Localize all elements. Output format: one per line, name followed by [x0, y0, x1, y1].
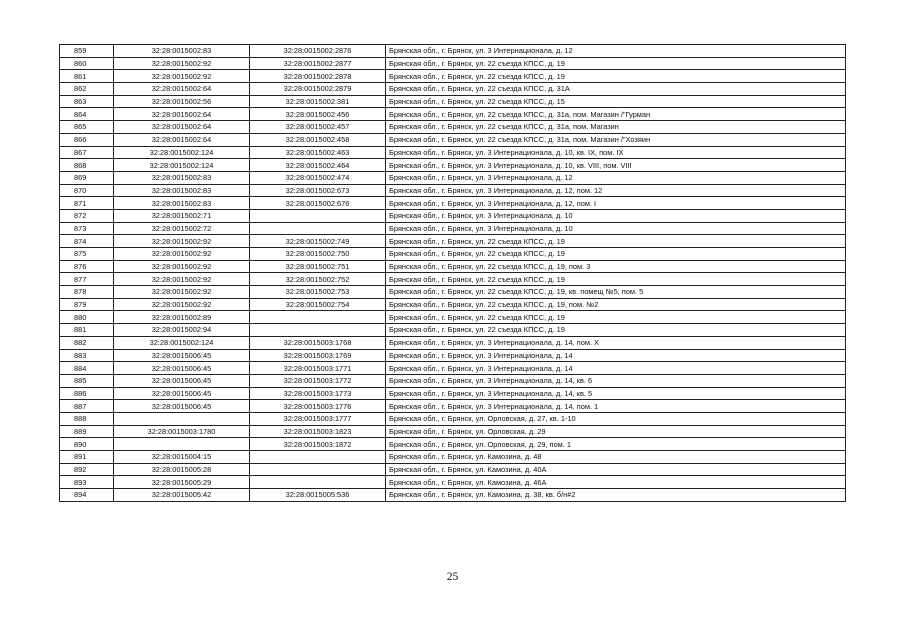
cadastral-parent-cell: 32:28:0015002:124 [114, 146, 250, 159]
cadastral-parent-cell: 32:28:0015006:45 [114, 387, 250, 400]
row-number-cell: 881 [60, 324, 114, 337]
row-number-cell: 863 [60, 95, 114, 108]
cadastral-number-cell: 32:28:0015003:1772 [250, 374, 386, 387]
cadastral-parent-cell: 32:28:0015002:94 [114, 324, 250, 337]
table-row [60, 260, 846, 273]
address-cell: Брянская обл., г. Брянск, ул. 3 Интернационала, д. 14 [386, 349, 846, 362]
cadastral-number-cell: 32:28:0015002:381 [250, 95, 386, 108]
row-number-cell: 888 [60, 412, 114, 425]
cadastral-parent-cell: 32:28:0015002:64 [114, 121, 250, 134]
cadastral-parent-cell: 32:28:0015002:92 [114, 286, 250, 299]
cadastral-number-cell [250, 209, 386, 222]
address-cell: Брянская обл., г. Брянск, ул. 22 съезда КПСС, д. 19 [386, 70, 846, 83]
table-row [60, 387, 846, 400]
table-row [60, 159, 846, 172]
row-number-cell: 876 [60, 260, 114, 273]
cadastral-number-cell: 32:28:0015002:753 [250, 286, 386, 299]
cadastral-number-cell: 32:28:0015002:457 [250, 121, 386, 134]
address-cell: Брянская обл., г. Брянск, ул. 3 Интернационала, д. 10, кв. VIII, пом. VIII [386, 159, 846, 172]
address-cell: Брянская обл., г. Брянск, ул. 3 Интернационала, д. 12 [386, 171, 846, 184]
address-cell: Брянская обл., г. Брянск, ул. 22 съезда КПСС, д. 31а, пом. Магазин /"Гурман [386, 108, 846, 121]
row-number-cell: 882 [60, 336, 114, 349]
table-row [60, 248, 846, 261]
table-row [60, 362, 846, 375]
table-row [60, 336, 846, 349]
cadastral-number-cell: 32:28:0015003:1872 [250, 438, 386, 451]
cadastral-number-cell: 32:28:0015002:2877 [250, 57, 386, 70]
address-cell: Брянская обл., г. Брянск, ул. 22 съезда КПСС, д. 31а, пом. Магазин [386, 121, 846, 134]
cadastral-parent-cell: 32:28:0015004:15 [114, 451, 250, 464]
cadastral-parent-cell: 32:28:0015002:92 [114, 235, 250, 248]
row-number-cell: 868 [60, 159, 114, 172]
cadastral-number-cell: 32:28:0015003:1777 [250, 412, 386, 425]
page-number: 25 [446, 571, 459, 583]
address-cell: Брянская обл., г. Брянск, ул. 22 съезда КПСС, д. 19 [386, 324, 846, 337]
cadastral-parent-cell [114, 412, 250, 425]
address-cell: Брянская обл., г. Брянск, ул. 22 съезда КПСС, д. 19, пом. №2 [386, 298, 846, 311]
cadastral-parent-cell: 32:28:0015006:45 [114, 374, 250, 387]
cadastral-parent-cell: 32:28:0015002:83 [114, 45, 250, 58]
address-cell: Брянская обл., г. Брянск, ул. 3 Интернационала, д. 10 [386, 222, 846, 235]
cadastral-number-cell [250, 451, 386, 464]
address-cell: Брянская обл., г. Брянск, ул. 22 съезда КПСС, д. 15 [386, 95, 846, 108]
table-row [60, 324, 846, 337]
table-row [60, 311, 846, 324]
row-number-cell: 886 [60, 387, 114, 400]
cadastral-parent-cell: 32:28:0015006:45 [114, 400, 250, 413]
row-number-cell: 859 [60, 45, 114, 58]
cadastral-number-cell: 32:28:0015002:456 [250, 108, 386, 121]
row-number-cell: 862 [60, 83, 114, 96]
table-row [60, 146, 846, 159]
cadastral-parent-cell: 32:28:0015002:83 [114, 197, 250, 210]
cadastral-parent-cell: 32:28:0015002:83 [114, 184, 250, 197]
cadastral-number-cell: 32:28:0015003:1773 [250, 387, 386, 400]
cadastral-number-cell: 32:28:0015002:2879 [250, 83, 386, 96]
address-cell: Брянская обл., г. Брянск, ул. 3 Интернационала, д. 14 [386, 362, 846, 375]
row-number-cell: 890 [60, 438, 114, 451]
address-cell: Брянская обл., г. Брянск, ул. Камозина, д. 38, кв. б/н#2 [386, 489, 846, 502]
cadastral-parent-cell [114, 438, 250, 451]
address-cell: Брянская обл., г. Брянск, ул. 3 Интернационала, д. 12, пом. I [386, 197, 846, 210]
address-cell: Брянская обл., г. Брянск, ул. 3 Интернационала, д. 10 [386, 209, 846, 222]
cadastral-parent-cell: 32:28:0015006:45 [114, 349, 250, 362]
row-number-cell: 885 [60, 374, 114, 387]
cadastral-parent-cell: 32:28:0015002:92 [114, 70, 250, 83]
cadastral-parent-cell: 32:28:0015002:64 [114, 133, 250, 146]
address-cell: Брянская обл., г. Брянск, ул. Камозина, д. 46А [386, 476, 846, 489]
cadastral-number-cell [250, 476, 386, 489]
cadastral-parent-cell: 32:28:0015002:64 [114, 83, 250, 96]
row-number-cell: 884 [60, 362, 114, 375]
address-cell: Брянская обл., г. Брянск, ул. 22 съезда КПСС, д. 19, пом. 3 [386, 260, 846, 273]
row-number-cell: 873 [60, 222, 114, 235]
address-cell: Брянская обл., г. Брянск, ул. 3 Интернационала, д. 12, пом. 12 [386, 184, 846, 197]
address-cell: Брянская обл., г. Брянск, ул. 22 съезда КПСС, д. 19 [386, 248, 846, 261]
table-row [60, 184, 846, 197]
cadastral-number-cell: 32:28:0015003:1769 [250, 349, 386, 362]
cadastral-number-cell: 32:28:0015002:474 [250, 171, 386, 184]
cadastral-number-cell: 32:28:0015003:1823 [250, 425, 386, 438]
row-number-cell: 892 [60, 463, 114, 476]
row-number-cell: 889 [60, 425, 114, 438]
row-number-cell: 878 [60, 286, 114, 299]
cadastral-parent-cell: 32:28:0015005:29 [114, 476, 250, 489]
cadastral-table [59, 44, 846, 502]
cadastral-number-cell: 32:28:0015002:463 [250, 146, 386, 159]
address-cell: Брянская обл., г. Брянск, ул. 22 съезда КПСС, д. 19 [386, 235, 846, 248]
cadastral-parent-cell: 32:28:0015005:42 [114, 489, 250, 502]
address-cell: Брянская обл., г. Брянск, ул. 22 съезда КПСС, д. 31а, пом. Магазин /"Хозяин [386, 133, 846, 146]
row-number-cell: 860 [60, 57, 114, 70]
cadastral-number-cell [250, 324, 386, 337]
table-body [60, 45, 846, 502]
table-row [60, 425, 846, 438]
table-row [60, 286, 846, 299]
address-cell: Брянская обл., г. Брянск, ул. 22 съезда КПСС, д. 19, кв. помещ №5, пом. 5 [386, 286, 846, 299]
table-row [60, 489, 846, 502]
cadastral-parent-cell: 32:28:0015005:28 [114, 463, 250, 476]
table-row [60, 222, 846, 235]
row-number-cell: 864 [60, 108, 114, 121]
table-row [60, 70, 846, 83]
table-row [60, 463, 846, 476]
row-number-cell: 865 [60, 121, 114, 134]
table-row [60, 476, 846, 489]
table-row [60, 298, 846, 311]
row-number-cell: 883 [60, 349, 114, 362]
cadastral-number-cell: 32:28:0015003:1771 [250, 362, 386, 375]
cadastral-number-cell: 32:28:0015002:749 [250, 235, 386, 248]
table-row [60, 57, 846, 70]
row-number-cell: 877 [60, 273, 114, 286]
cadastral-number-cell: 32:28:0015002:464 [250, 159, 386, 172]
row-number-cell: 869 [60, 171, 114, 184]
cadastral-parent-cell: 32:28:0015002:92 [114, 260, 250, 273]
row-number-cell: 872 [60, 209, 114, 222]
table-row [60, 133, 846, 146]
cadastral-number-cell: 32:28:0015002:676 [250, 197, 386, 210]
cadastral-parent-cell: 32:28:0015002:64 [114, 108, 250, 121]
table-row [60, 273, 846, 286]
cadastral-number-cell [250, 463, 386, 476]
address-cell: Брянская обл., г. Брянск, ул. Орловская, д. 27, кв. 1-10 [386, 412, 846, 425]
table-row [60, 374, 846, 387]
address-cell: Брянская обл., г. Брянск, ул. 3 Интернационала, д. 10, кв. IX, пом. IX [386, 146, 846, 159]
address-cell: Брянская обл., г. Брянск, ул. 3 Интернационала, д. 14, кв. 6 [386, 374, 846, 387]
table-row [60, 349, 846, 362]
address-cell: Брянская обл., г. Брянск, ул. 3 Интернационала, д. 14, пом. 1 [386, 400, 846, 413]
table-row [60, 95, 846, 108]
table-row [60, 412, 846, 425]
cadastral-number-cell: 32:28:0015002:751 [250, 260, 386, 273]
table-row [60, 108, 846, 121]
cadastral-parent-cell: 32:28:0015002:83 [114, 171, 250, 184]
cadastral-parent-cell: 32:28:0015002:92 [114, 57, 250, 70]
cadastral-parent-cell: 32:28:0015006:45 [114, 362, 250, 375]
row-number-cell: 875 [60, 248, 114, 261]
address-cell: Брянская обл., г. Брянск, ул. Орловская, д. 29, пом. 1 [386, 438, 846, 451]
cadastral-parent-cell: 32:28:0015002:56 [114, 95, 250, 108]
row-number-cell: 870 [60, 184, 114, 197]
table-row [60, 400, 846, 413]
cadastral-number-cell: 32:28:0015002:458 [250, 133, 386, 146]
cadastral-number-cell [250, 222, 386, 235]
table-row [60, 451, 846, 464]
cadastral-parent-cell: 32:28:0015002:92 [114, 298, 250, 311]
row-number-cell: 887 [60, 400, 114, 413]
row-number-cell: 866 [60, 133, 114, 146]
address-cell: Брянская обл., г. Брянск, ул. 22 съезда КПСС, д. 19 [386, 57, 846, 70]
address-cell: Брянская обл., г. Брянск, ул. 22 съезда КПСС, д. 31А [386, 83, 846, 96]
cadastral-number-cell: 32:28:0015005:536 [250, 489, 386, 502]
table-row [60, 438, 846, 451]
table-row [60, 45, 846, 58]
cadastral-number-cell: 32:28:0015002:2878 [250, 70, 386, 83]
cadastral-number-cell: 32:28:0015002:2876 [250, 45, 386, 58]
row-number-cell: 880 [60, 311, 114, 324]
cadastral-parent-cell: 32:28:0015003:1780 [114, 425, 250, 438]
cadastral-number-cell [250, 311, 386, 324]
address-cell: Брянская обл., г. Брянск, ул. 22 съезда КПСС, д. 19 [386, 273, 846, 286]
cadastral-parent-cell: 32:28:0015002:124 [114, 336, 250, 349]
address-cell: Брянская обл., г. Брянск, ул. 3 Интернационала, д. 14, кв. 5 [386, 387, 846, 400]
address-cell: Брянская обл., г. Брянск, ул. Камозина, д. 48 [386, 451, 846, 464]
cadastral-parent-cell: 32:28:0015002:89 [114, 311, 250, 324]
cadastral-number-cell: 32:28:0015002:754 [250, 298, 386, 311]
table-row [60, 235, 846, 248]
address-cell: Брянская обл., г. Брянск, ул. 3 Интернационала, д. 14, пом. X [386, 336, 846, 349]
cadastral-number-cell: 32:28:0015003:1776 [250, 400, 386, 413]
cadastral-number-cell: 32:28:0015002:750 [250, 248, 386, 261]
cadastral-parent-cell: 32:28:0015002:92 [114, 273, 250, 286]
row-number-cell: 867 [60, 146, 114, 159]
cadastral-number-cell: 32:28:0015002:673 [250, 184, 386, 197]
cadastral-parent-cell: 32:28:0015002:71 [114, 209, 250, 222]
row-number-cell: 861 [60, 70, 114, 83]
table-row [60, 171, 846, 184]
address-cell: Брянская обл., г. Брянск, ул. Орловская, д. 29 [386, 425, 846, 438]
row-number-cell: 879 [60, 298, 114, 311]
table-row [60, 121, 846, 134]
cadastral-number-cell: 32:28:0015002:752 [250, 273, 386, 286]
cadastral-parent-cell: 32:28:0015002:92 [114, 248, 250, 261]
row-number-cell: 891 [60, 451, 114, 464]
address-cell: Брянская обл., г. Брянск, ул. 3 Интернационала, д. 12 [386, 45, 846, 58]
cadastral-parent-cell: 32:28:0015002:124 [114, 159, 250, 172]
address-cell: Брянская обл., г. Брянск, ул. 22 съезда КПСС, д. 19 [386, 311, 846, 324]
row-number-cell: 894 [60, 489, 114, 502]
row-number-cell: 893 [60, 476, 114, 489]
cadastral-parent-cell: 32:28:0015002:72 [114, 222, 250, 235]
table-row [60, 83, 846, 96]
row-number-cell: 871 [60, 197, 114, 210]
row-number-cell: 874 [60, 235, 114, 248]
address-cell: Брянская обл., г. Брянск, ул. Камозина, д. 40А [386, 463, 846, 476]
table-row [60, 209, 846, 222]
table-row [60, 197, 846, 210]
cadastral-number-cell: 32:28:0015003:1768 [250, 336, 386, 349]
